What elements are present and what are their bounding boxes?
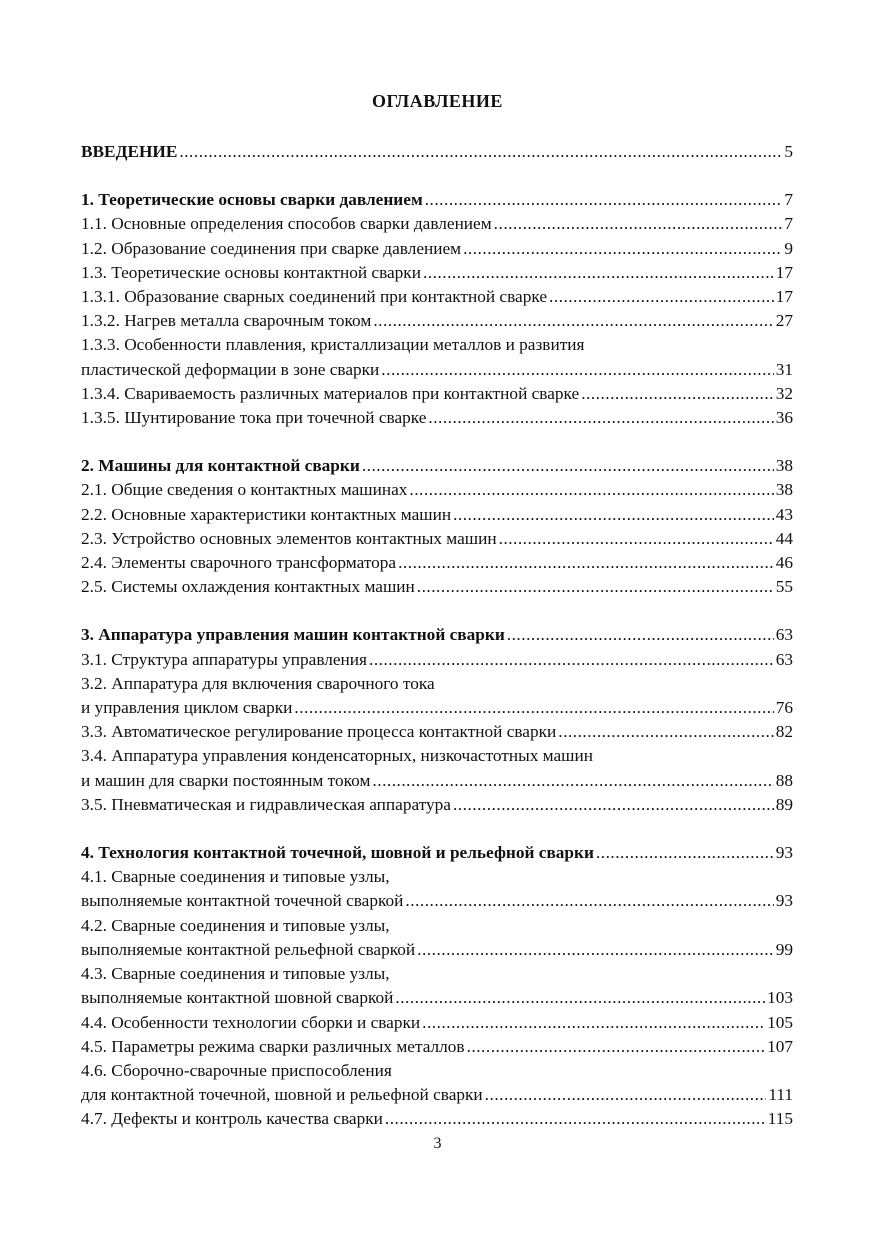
dot-leader <box>409 478 773 502</box>
dot-leader <box>453 503 774 527</box>
dot-leader <box>179 140 782 164</box>
toc-section <box>81 188 793 430</box>
toc-entry-lead: 4.3. Сварные соединения и типовые узлы, <box>81 964 390 984</box>
dot-leader <box>294 696 773 720</box>
toc-entry-page: 82 <box>775 722 793 742</box>
dot-leader <box>507 623 774 647</box>
toc-entry[interactable] <box>81 575 793 599</box>
toc-entry-title: 1. Теоретические основы сварки давлением <box>81 190 423 210</box>
toc-entry-title: 4. Технология контактной точечной, шовной и рельефной сварки <box>81 843 594 863</box>
toc-entry-page: 88 <box>775 770 793 790</box>
toc-entry-page: 76 <box>775 698 793 718</box>
dot-leader <box>369 648 774 672</box>
toc-chapter-entry[interactable] <box>81 623 793 647</box>
toc-entry-title: 1.3.5. Шунтирование тока при точечной сварке <box>81 408 427 428</box>
dot-leader <box>417 938 774 962</box>
toc-entry-page: 46 <box>775 553 793 573</box>
toc-entry[interactable] <box>81 212 793 236</box>
toc-entry-title: 4.7. Дефекты и контроль качества сварки <box>81 1109 383 1129</box>
toc-section <box>81 140 793 164</box>
toc-entry-page: 93 <box>775 891 793 911</box>
toc-chapter-entry[interactable] <box>81 454 793 478</box>
toc-entry-title: пластической деформации в зоне сварки <box>81 359 380 379</box>
toc-entry-page: 55 <box>775 577 793 597</box>
toc-entry-title: 3. Аппаратура управления машин контактной сварки <box>81 625 505 645</box>
dot-leader <box>596 841 774 865</box>
toc-entry-page: 38 <box>775 480 793 500</box>
toc-entry-page: 93 <box>775 843 793 863</box>
dot-leader <box>372 769 773 793</box>
toc-entry-lead: 3.4. Аппаратура управления конденсаторных, низкочастотных машин <box>81 746 593 766</box>
toc-entry-page: 89 <box>775 794 793 814</box>
toc-entry[interactable] <box>81 382 793 406</box>
toc-entry-page: 32 <box>775 383 793 403</box>
page-title: ОГЛАВЛЕНИЕ <box>372 91 503 111</box>
toc-entry[interactable] <box>81 1011 793 1035</box>
dot-leader <box>417 575 774 599</box>
toc-entry-title: ВВЕДЕНИЕ <box>81 142 178 161</box>
dot-leader <box>405 889 773 913</box>
dot-leader <box>428 406 773 430</box>
toc-entry-page: 9 <box>784 238 793 258</box>
toc-entry-page: 43 <box>775 504 793 524</box>
toc-entry[interactable] <box>81 333 793 381</box>
dot-leader <box>422 1011 765 1035</box>
toc-entry-page: 105 <box>767 1012 793 1032</box>
toc-entry-title: 4.4. Особенности технологии сборки и сварки <box>81 1012 421 1032</box>
toc-entry-page: 36 <box>775 408 793 428</box>
toc-entry-title: 2.2. Основные характеристики контактных машин <box>81 504 452 524</box>
toc-entry[interactable] <box>81 962 793 1010</box>
toc-entry-page: 63 <box>775 649 793 669</box>
toc-entry[interactable] <box>81 261 793 285</box>
toc-entry[interactable] <box>81 406 793 430</box>
toc-entry-title: 1.1. Основные определения способов сварки давлением <box>81 214 492 234</box>
toc-entry-title: 3.5. Пневматическая и гидравлическая аппаратура <box>81 794 451 814</box>
toc-entry-title: выполняемые контактной рельефной сваркой <box>81 939 416 959</box>
toc-entry-title: выполняемые контактной шовной сваркой <box>81 988 394 1008</box>
toc-entry-page: 115 <box>767 1109 793 1129</box>
dot-leader <box>463 237 782 261</box>
table-of-contents <box>81 140 793 1156</box>
toc-entry[interactable] <box>81 672 793 720</box>
toc-entry-title: 1.2. Образование соединения при сварке давлением <box>81 238 462 258</box>
toc-entry-title: 2. Машины для контактной сварки <box>81 456 360 476</box>
toc-entry-lead: 1.3.3. Особенности плавления, кристаллизации металлов и развития <box>81 335 585 355</box>
dot-leader <box>453 793 774 817</box>
toc-entry-lead: 4.6. Сборочно-сварочные приспособления <box>81 1060 392 1080</box>
toc-entry[interactable] <box>81 914 793 962</box>
toc-entry[interactable] <box>81 1107 793 1131</box>
toc-entry-title: 2.4. Элементы сварочного трансформатора <box>81 553 397 573</box>
toc-entry-lead: 4.2. Сварные соединения и типовые узлы, <box>81 915 390 935</box>
toc-entry-title: 2.3. Устройство основных элементов контактных машин <box>81 528 497 548</box>
toc-entry-lead: 3.2. Аппаратура для включения сварочного тока <box>81 673 435 693</box>
toc-entry-title: 2.5. Системы охлаждения контактных машин <box>81 577 415 597</box>
toc-entry-title: 1.3.1. Образование сварных соединений при контактной сварке <box>81 287 547 307</box>
toc-entry-title: 4.5. Параметры режима сварки различных металлов <box>81 1036 465 1056</box>
dot-leader <box>549 285 774 309</box>
toc-entry-page: 99 <box>775 939 793 959</box>
dot-leader <box>485 1083 767 1107</box>
toc-entry-page: 103 <box>767 988 793 1008</box>
toc-entry-page: 17 <box>775 287 793 307</box>
toc-entry[interactable] <box>81 1059 793 1107</box>
toc-entry[interactable] <box>81 793 793 817</box>
toc-entry-title: выполняемые контактной точечной сваркой <box>81 891 404 911</box>
dot-leader <box>494 212 783 236</box>
toc-entry-page: 7 <box>784 214 793 234</box>
toc-entry[interactable] <box>81 1035 793 1059</box>
toc-entry[interactable] <box>81 720 793 744</box>
toc-entry[interactable] <box>81 744 793 792</box>
toc-entry[interactable] <box>81 551 793 575</box>
dot-leader <box>581 382 774 406</box>
toc-entry-title: 1.3.4. Свариваемость различных материалов при контактной сварке <box>81 383 580 403</box>
toc-entry[interactable] <box>81 478 793 502</box>
dot-leader <box>385 1107 766 1131</box>
dot-leader <box>362 454 774 478</box>
page-number: 3 <box>433 1135 442 1152</box>
toc-entry-title: и управления циклом сварки <box>81 698 293 718</box>
toc-entry-title: 3.3. Автоматическое регулирование процесса контактной сварки <box>81 722 557 742</box>
toc-section <box>81 623 793 817</box>
toc-entry-title: 2.1. Общие сведения о контактных машинах <box>81 480 408 500</box>
toc-entry[interactable] <box>81 527 793 551</box>
toc-entry[interactable] <box>81 865 793 913</box>
toc-entry-page: 31 <box>775 359 793 379</box>
dot-leader <box>381 358 773 382</box>
toc-entry-title: 3.1. Структура аппаратуры управления <box>81 649 368 669</box>
toc-entry-title: для контактной точечной, шовной и рельефной сварки <box>81 1085 483 1105</box>
toc-entry-page: 38 <box>775 456 793 476</box>
toc-chapter-entry[interactable] <box>81 140 793 164</box>
toc-entry-page: 5 <box>784 142 793 161</box>
dot-leader <box>425 188 783 212</box>
toc-entry-title: 1.3.2. Нагрев металла сварочным током <box>81 311 372 331</box>
dot-leader <box>395 986 765 1010</box>
toc-entry[interactable] <box>81 503 793 527</box>
toc-entry-title: и машин для сварки постоянным током <box>81 770 371 790</box>
toc-entry-page: 17 <box>775 262 793 282</box>
toc-entry-page: 111 <box>768 1085 793 1105</box>
dot-leader <box>423 261 774 285</box>
toc-entry[interactable] <box>81 648 793 672</box>
dot-leader <box>398 551 774 575</box>
toc-entry-page: 27 <box>775 311 793 331</box>
toc-entry[interactable] <box>81 309 793 333</box>
dot-leader <box>467 1035 765 1059</box>
toc-entry-title: 1.3. Теоретические основы контактной сварки <box>81 262 421 282</box>
toc-section <box>81 841 793 1131</box>
toc-entry-page: 44 <box>775 528 793 548</box>
toc-entry[interactable] <box>81 237 793 261</box>
toc-entry-page: 7 <box>784 190 793 210</box>
toc-section <box>81 454 793 599</box>
dot-leader <box>558 720 773 744</box>
toc-chapter-entry[interactable] <box>81 188 793 212</box>
dot-leader <box>373 309 773 333</box>
toc-entry-lead: 4.1. Сварные соединения и типовые узлы, <box>81 867 390 887</box>
toc-entry-page: 63 <box>775 625 793 645</box>
toc-chapter-entry[interactable] <box>81 841 793 865</box>
toc-entry[interactable] <box>81 285 793 309</box>
toc-entry-page: 107 <box>767 1036 793 1056</box>
dot-leader <box>499 527 774 551</box>
